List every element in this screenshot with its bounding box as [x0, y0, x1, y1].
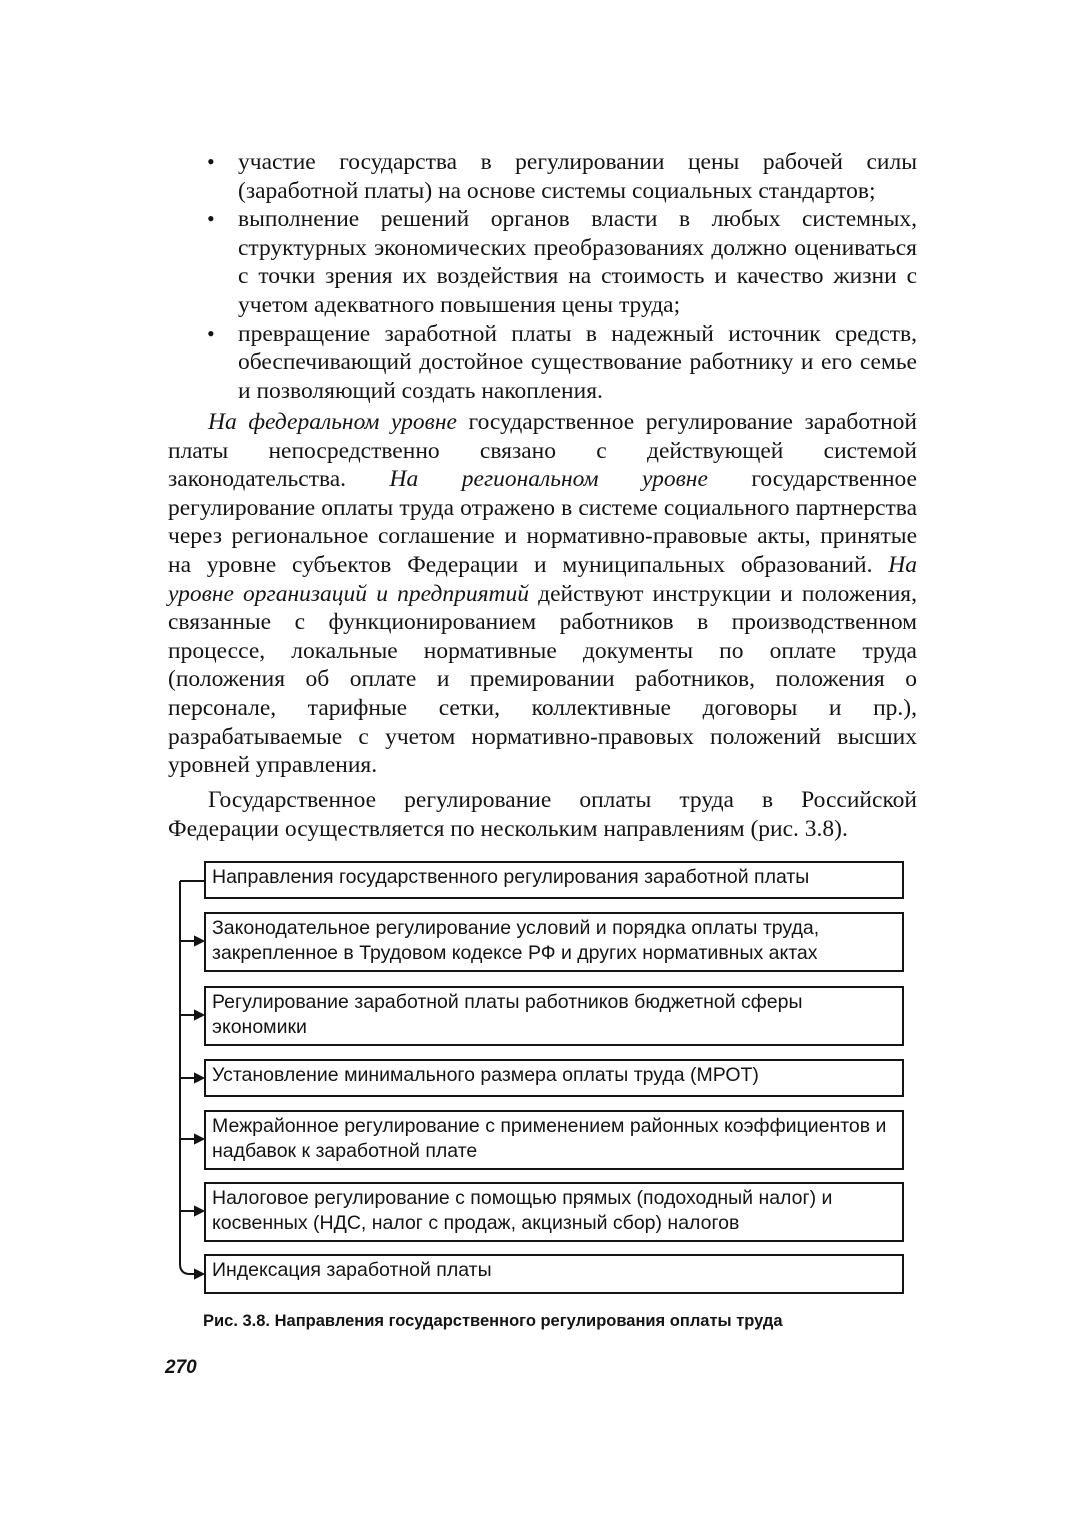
- diagram-item-box: [204, 1110, 904, 1170]
- arrow-head-icon: [195, 1135, 203, 1143]
- diagram-item-text: Регулирование заработной платы работников бюджетной сферы экономики: [212, 991, 803, 1038]
- paragraph-text: государственное регулирование оплаты труда отражено в системе социального партнерства через региональное соглашение и нормативно-правовые акты, принятые на уровне субъектов Федерации и муниципальных образований.: [168, 466, 917, 578]
- bullet-item: [205, 148, 917, 205]
- bullet-item: [205, 205, 917, 319]
- bullet-marker: •: [207, 149, 215, 174]
- diagram-header-box: [204, 861, 904, 899]
- bullet-marker: •: [207, 320, 215, 346]
- italic-organization-level: На уровне организаций и предприятий: [168, 551, 917, 607]
- arrow-head-icon: [195, 1011, 203, 1019]
- diagram-item-text: Законодательное регулирование условий и порядка оплаты труда, закрепленное в Трудовом кодексе РФ и других нормативных актах: [212, 917, 820, 964]
- diagram-item-text: Межрайонное регулирование с применением районных коэффициентов и надбавок к заработной плате: [212, 1115, 887, 1162]
- italic-regional-level: На региональном уровне: [389, 466, 708, 493]
- page-number: 270: [165, 1357, 197, 1378]
- paragraph-regulation-levels: [168, 408, 917, 780]
- diagram-item-box: [204, 1182, 904, 1242]
- paragraph-text: государственное регулирование заработной платы непосредственно связано с действующей системой законодательства.: [168, 409, 917, 493]
- italic-federal-level: На федеральном уровне: [208, 409, 457, 435]
- diagram-item-text: Установление минимального размера оплаты труда (МРОТ): [212, 1064, 759, 1086]
- diagram-item-box: [204, 986, 904, 1046]
- bullet-text: участие государства в регулировании цены рабочей силы (заработной платы) на основе системы социальных стандартов;: [238, 149, 917, 204]
- figure-caption: Рис. 3.8. Направления государственного регулирования оплаты труда: [203, 1312, 783, 1330]
- arrow-head-icon: [195, 937, 203, 945]
- bullet-list: [205, 148, 917, 405]
- arrow-head-icon: [195, 1074, 203, 1082]
- paragraph-text: действуют инструкции и положения, связанные с функционированием работников в производственном процессе, локальные нормативные документы по оплате труда (положения об оплате и премировании работников, положения о персонале, тарифные сетки, коллективные договоры и пр.), разрабатываемые с учетом нормативно-правовых положений высших уровней управления.: [168, 580, 917, 779]
- paragraph-directions-intro: Государственное регулирование оплаты труда в Российской Федерации осуществляется по нескольким направлениям (рис. 3.8).: [168, 787, 917, 842]
- connector-last-curve: [180, 1264, 196, 1274]
- arrow-head-icon: [195, 1207, 203, 1215]
- bullet-text: выполнение решений органов власти в любых системных, структурных экономических преобразованиях должно оцениваться с точки зрения их воздействия на стоимость и качество жизни с учетом адекватного повышения цены труда;: [238, 206, 917, 318]
- arrow-head-icon: [195, 1270, 203, 1278]
- bullet-text: превращение заработной платы в надежный источник средств, обеспечивающий достойное существование работнику и его семье и позволяющий создать накопления.: [238, 320, 917, 404]
- diagram-item-box: [204, 1254, 904, 1294]
- diagram-item-box: [204, 912, 904, 972]
- diagram-item-text: Налоговое регулирование с помощью прямых (подоходный налог) и косвенных (НДС, налог с продаж, акцизный сбор) налогов: [212, 1187, 833, 1234]
- diagram-header-text: Направления государственного регулирования заработной платы: [212, 866, 810, 888]
- diagram-item-box: [204, 1059, 904, 1097]
- bullet-marker: •: [207, 206, 215, 232]
- bullet-item: [205, 320, 917, 406]
- diagram-item-text: Индексация заработной платы: [212, 1259, 492, 1281]
